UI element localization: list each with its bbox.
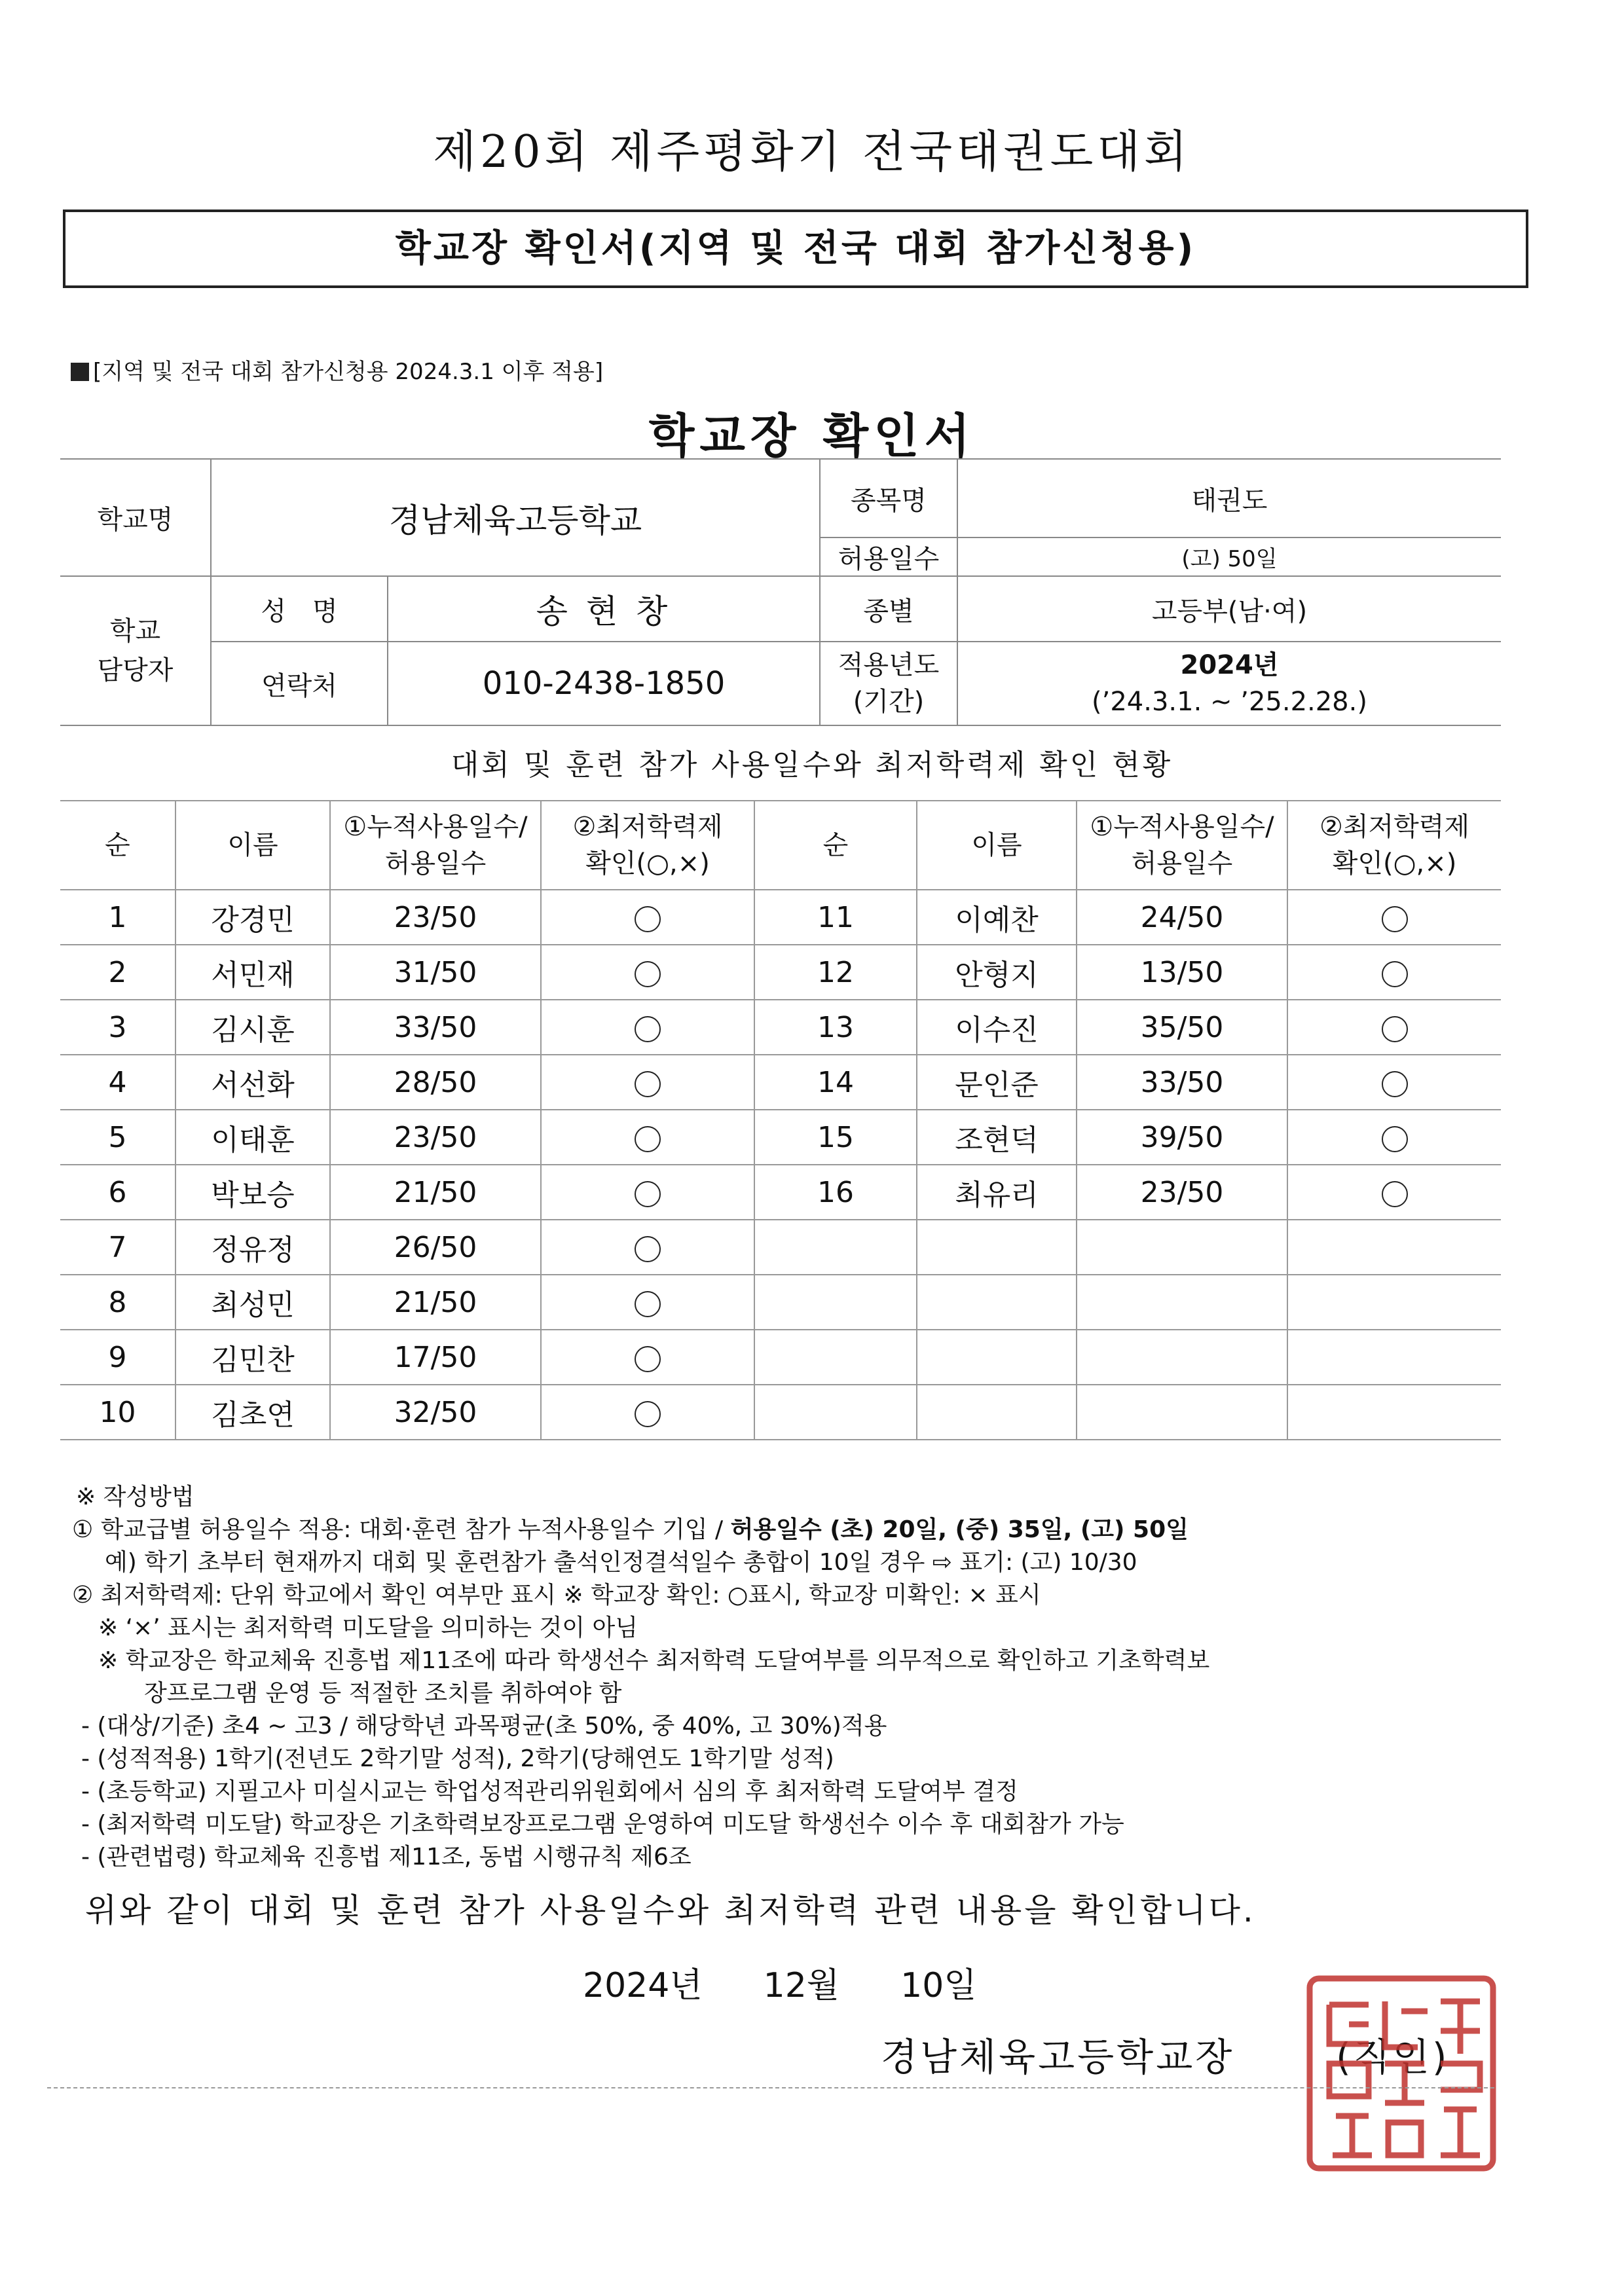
circle-mark-icon: [635, 1346, 661, 1372]
contact-label: 연락처: [211, 642, 388, 725]
row-check: [541, 945, 754, 1000]
instruction-line: - (최저학력 미도달) 학교장은 기초학력보장프로그램 운영하여 미도달 학생선수 이수 후 대회참가 가능: [81, 1811, 1124, 1838]
empty-cell: [1077, 1220, 1287, 1275]
seal-strokes: [1310, 1978, 1493, 2168]
row-days: 23/50: [330, 1110, 541, 1165]
empty-cell: [917, 1330, 1077, 1385]
allowed-days-value: (고) 50일: [957, 538, 1501, 576]
circle-mark-icon: [635, 1291, 661, 1317]
row-no: 4: [60, 1055, 175, 1110]
date-day: 10일: [900, 1966, 977, 2005]
school-label: 학교명: [60, 459, 211, 576]
table-row: [60, 1330, 1501, 1385]
table-row: [60, 1220, 1501, 1275]
row-no: 8: [60, 1275, 175, 1330]
row-days: 26/50: [330, 1220, 541, 1275]
row-no: 5: [60, 1110, 175, 1165]
bottom-divider: [47, 2087, 1494, 2088]
circle-mark-icon: [635, 1126, 661, 1152]
athlete-table: [60, 800, 1501, 1440]
circle-mark-icon: [1382, 1016, 1408, 1042]
contact-value: 010-2438-1850: [388, 642, 820, 725]
instructions-heading: ※ 작성방법: [76, 1484, 194, 1510]
circle-mark-icon: [1382, 1181, 1408, 1207]
empty-cell: [754, 1275, 917, 1330]
seal-glyph-left: [1329, 2005, 1372, 2155]
table-row: [60, 1055, 1501, 1110]
row-check: [1287, 890, 1501, 945]
date-year: 2024년: [583, 1966, 703, 2005]
category-value: 고등부(남·여): [957, 576, 1501, 642]
seal-glyph-right: [1441, 2001, 1480, 2155]
row-days: 35/50: [1077, 1000, 1287, 1055]
name-label: 성 명: [211, 576, 388, 642]
instruction-line: - (관련법령) 학교체육 진흥법 제11조, 동법 시행규칙 제6조: [81, 1844, 692, 1870]
empty-cell: [754, 1330, 917, 1385]
instruction-line: [72, 1514, 1539, 1546]
row-name: 최성민: [175, 1275, 330, 1330]
row-days: 33/50: [330, 1000, 541, 1055]
year-cell: [957, 642, 1501, 725]
circle-mark-icon: [635, 1236, 661, 1262]
circle-mark-icon: [635, 1016, 661, 1042]
row-no: 11: [754, 890, 917, 945]
date-month: 12월: [763, 1966, 840, 2005]
row-name: 김민찬: [175, 1330, 330, 1385]
empty-cell: [1287, 1330, 1501, 1385]
school-value: 경남체육고등학교: [211, 459, 820, 576]
row-check: [541, 1110, 754, 1165]
empty-cell: [754, 1220, 917, 1275]
event-title: 제20회 제주평화기 전국태권도대회: [433, 126, 1191, 178]
header-days: ①누적사용일수/ 허용일수: [1077, 801, 1287, 890]
empty-cell: [1077, 1275, 1287, 1330]
row-days: 23/50: [1077, 1165, 1287, 1220]
row-check: [1287, 945, 1501, 1000]
instruction-line: - (초등학교) 지필고사 미실시교는 학업성적관리위원회에서 심의 후 최저학력 도달여부 결정: [81, 1778, 1018, 1805]
instruction-line: 장프로그램 운영 등 적절한 조치를 취하여야 함: [144, 1680, 622, 1707]
seal-label: (직인): [1336, 2035, 1450, 2079]
row-name: 이수진: [917, 1000, 1077, 1055]
row-name: 안형지: [917, 945, 1077, 1000]
row-days: 39/50: [1077, 1110, 1287, 1165]
instruction-line: - (대상/기준) 초4 ~ 고3 / 해당학년 과목평균(초 50%, 중 40%, 고 30%)적용: [81, 1713, 887, 1740]
row-days: 17/50: [330, 1330, 541, 1385]
sport-label: 종목명: [820, 459, 957, 538]
applicability-note: [71, 354, 603, 386]
row-name: 서선화: [175, 1055, 330, 1110]
row-name: 최유리: [917, 1165, 1077, 1220]
square-bullet-icon: [71, 363, 89, 381]
circle-mark-icon: [1382, 1126, 1408, 1152]
empty-cell: [1287, 1220, 1501, 1275]
issue-date: [583, 1958, 977, 2007]
circle-mark-icon: [635, 1401, 661, 1427]
year-label: 적용년도 (기간): [820, 642, 957, 725]
circle-mark-icon: [1382, 1071, 1408, 1097]
row-check: [1287, 1110, 1501, 1165]
instruction-line: ※ ‘×’ 표시는 최저학력 미도달을 의미하는 것이 아님: [98, 1614, 638, 1641]
row-days: 13/50: [1077, 945, 1287, 1000]
table-row: [60, 1385, 1501, 1440]
row-name: 박보승: [175, 1165, 330, 1220]
instruction-line: ② 최저학력제: 단위 학교에서 확인 여부만 표시 ※ 학교장 확인: ○표시, 학교장 미확인: × 표시: [72, 1582, 1041, 1609]
circle-mark-icon: [635, 961, 661, 987]
row-days: 31/50: [330, 945, 541, 1000]
empty-cell: [1077, 1385, 1287, 1440]
row-name: 김초연: [175, 1385, 330, 1440]
year-value: 2024년: [1180, 650, 1279, 680]
empty-cell: [754, 1385, 917, 1440]
allowed-days-label: 허용일수: [820, 538, 957, 576]
row-check: [541, 1330, 754, 1385]
table-row: [60, 1000, 1501, 1055]
row-check: [541, 1165, 754, 1220]
row-name: 조현덕: [917, 1110, 1077, 1165]
boxed-title: 학교장 확인서(지역 및 전국 대회 참가신청용): [63, 210, 1528, 288]
header-no: 순: [754, 801, 917, 890]
manager-label: 학교 담당자: [60, 576, 211, 725]
category-label: 종별: [820, 576, 957, 642]
table-row: [60, 1165, 1501, 1220]
row-check: [541, 1385, 754, 1440]
empty-cell: [1077, 1330, 1287, 1385]
seal-glyph-middle: [1385, 2001, 1428, 2155]
row-name: 이예찬: [917, 890, 1077, 945]
header-no: 순: [60, 801, 175, 890]
instruction-line: - (성적적용) 1학기(전년도 2학기말 성적), 2학기(당해연도 1학기말 성적): [81, 1745, 834, 1772]
circle-mark-icon: [635, 906, 661, 932]
instruction-line: ※ 학교장은 학교체육 진흥법 제11조에 따라 학생선수 최저학력 도달여부를 의무적으로 확인하고 기초학력보: [98, 1647, 1210, 1674]
row-check: [1287, 1165, 1501, 1220]
empty-cell: [917, 1385, 1077, 1440]
circle-mark-icon: [1382, 961, 1408, 987]
row-days: 28/50: [330, 1055, 541, 1110]
instruction-text: ① 학교급별 허용일수 적용: 대회·훈련 참가 누적사용일수 기입 /: [72, 1516, 731, 1543]
table-row: [60, 1110, 1501, 1165]
table-row: [60, 890, 1501, 945]
header-check: ②최저학력제 확인(○,×): [1287, 801, 1501, 890]
row-days: 21/50: [330, 1275, 541, 1330]
row-check: [541, 1055, 754, 1110]
row-name: 서민재: [175, 945, 330, 1000]
row-name: 강경민: [175, 890, 330, 945]
row-no: 15: [754, 1110, 917, 1165]
header-name: 이름: [917, 801, 1077, 890]
applicability-note-text: [지역 및 전국 대회 참가신청용 2024.3.1 이후 적용]: [93, 359, 604, 385]
row-name: 문인준: [917, 1055, 1077, 1110]
circle-mark-icon: [1382, 906, 1408, 932]
row-no: 2: [60, 945, 175, 1000]
row-days: 32/50: [330, 1385, 541, 1440]
header-days: ①누적사용일수/ 허용일수: [330, 801, 541, 890]
school-info-table: [60, 458, 1501, 726]
row-check: [541, 1220, 754, 1275]
row-no: 9: [60, 1330, 175, 1385]
row-name: 정유정: [175, 1220, 330, 1275]
row-name: 이태훈: [175, 1110, 330, 1165]
row-no: 12: [754, 945, 917, 1000]
row-check: [541, 890, 754, 945]
row-no: 7: [60, 1220, 175, 1275]
confirmation-text: 위와 같이 대회 및 훈련 참가 사용일수와 최저학력 관련 내용을 확인합니다.: [85, 1891, 1256, 1929]
name-value: 송 현 창: [388, 576, 820, 642]
row-no: 3: [60, 1000, 175, 1055]
row-no: 1: [60, 890, 175, 945]
empty-cell: [917, 1275, 1077, 1330]
circle-mark-icon: [635, 1071, 661, 1097]
header-check: ②최저학력제 확인(○,×): [541, 801, 754, 890]
row-check: [541, 1275, 754, 1330]
row-check: [541, 1000, 754, 1055]
row-no: 10: [60, 1385, 175, 1440]
row-name: 김시훈: [175, 1000, 330, 1055]
empty-cell: [1287, 1275, 1501, 1330]
empty-cell: [917, 1220, 1077, 1275]
row-check: [1287, 1000, 1501, 1055]
official-seal-stamp: [1303, 1972, 1500, 2175]
form-title: 학교장 확인서: [648, 409, 976, 464]
row-check: [1287, 1055, 1501, 1110]
empty-cell: [1287, 1385, 1501, 1440]
period-value: (’24.3.1. ~ ’25.2.28.): [1092, 687, 1367, 717]
row-no: 14: [754, 1055, 917, 1110]
circle-mark-icon: [635, 1181, 661, 1207]
row-days: 21/50: [330, 1165, 541, 1220]
row-days: 33/50: [1077, 1055, 1287, 1110]
sport-value: 태권도: [957, 459, 1501, 538]
row-no: 16: [754, 1165, 917, 1220]
principal-name: 경남체육고등학교장: [881, 2035, 1235, 2079]
row-no: 6: [60, 1165, 175, 1220]
instruction-text-bold: 허용일수 (초) 20일, (중) 35일, (고) 50일: [730, 1516, 1189, 1543]
table-row: [60, 945, 1501, 1000]
header-name: 이름: [175, 801, 330, 890]
row-days: 23/50: [330, 890, 541, 945]
table-row: [60, 1275, 1501, 1330]
row-no: 13: [754, 1000, 917, 1055]
section-title: 대회 및 훈련 참가 사용일수와 최저학력제 확인 현황: [451, 748, 1173, 782]
instruction-line: 예) 학기 초부터 현재까지 대회 및 훈련참가 출석인정결석일수 총합이 10일 경우 ⇨ 표기: (고) 10/30: [105, 1549, 1137, 1576]
row-days: 24/50: [1077, 890, 1287, 945]
instructions: [72, 1481, 1539, 1874]
